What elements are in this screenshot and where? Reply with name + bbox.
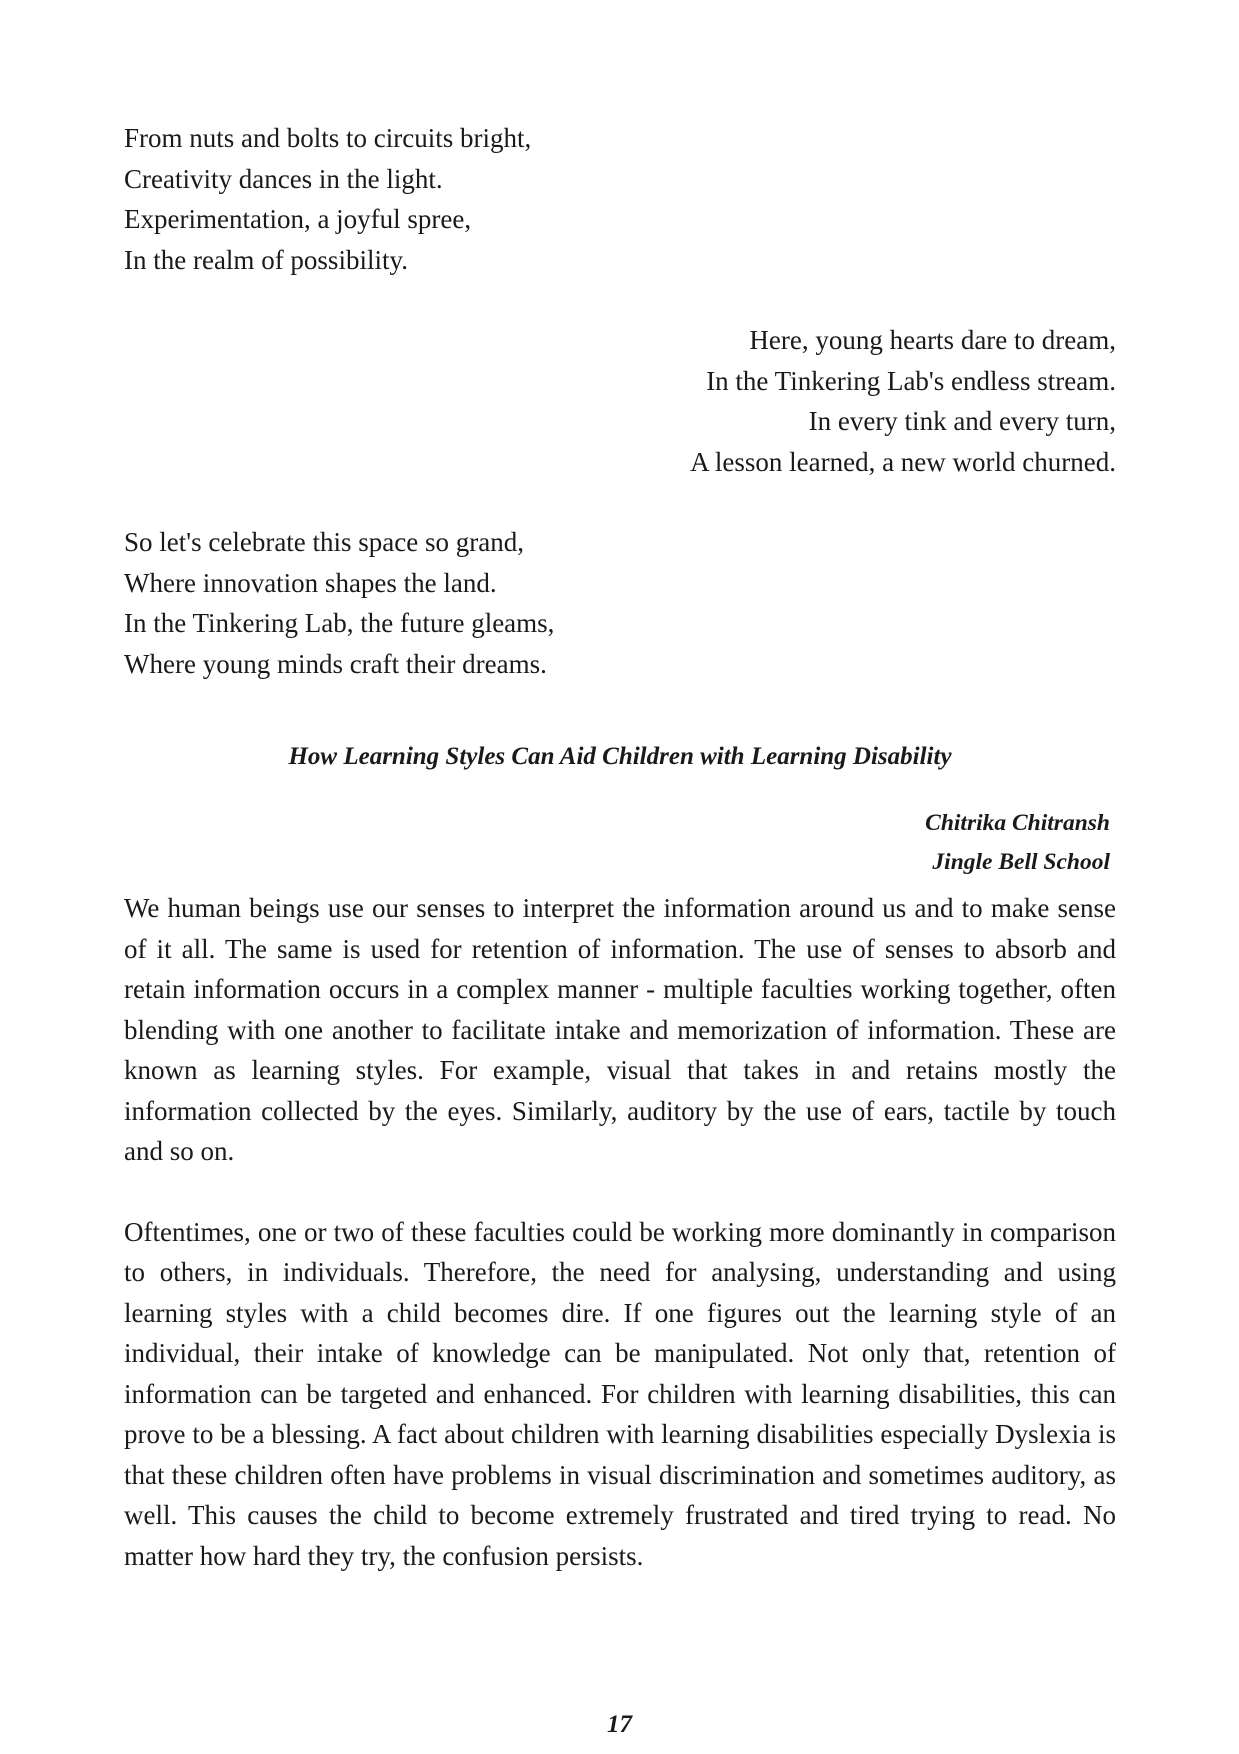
poem-line: Here, young hearts dare to dream,	[749, 325, 1116, 355]
page-number: 17	[607, 1711, 632, 1738]
page-content	[124, 118, 1116, 1576]
poem-line: So let's celebrate this space so grand,	[124, 527, 524, 557]
poem-line: A lesson learned, a new world churned.	[690, 446, 1116, 477]
article-paragraph: Oftentimes, one or two of these faculties could be working more dominantly in comparison to others, in individuals. Therefore, the need for analysing, understanding and using learning styles with a child becomes dire. If one figures out the learning style of an individual, their intake of knowledge can be manipulated. Not only that, retention of information can be targeted and enhanced. For children with learning disabilities, this can prove to be a blessing. A fact about children with learning disabilities especially Dyslexia is that these children often have problems in visual discrimination and sometimes auditory, as well. This causes the child to become extremely frustrated and tired trying to read. No matter how hard they try, the confusion persists.	[124, 1216, 1116, 1571]
poem-stanza-1	[124, 118, 1116, 280]
poem-line: In the Tinkering Lab, the future gleams,	[124, 608, 555, 638]
poem-line: From nuts and bolts to circuits bright,	[124, 123, 532, 153]
poem-line: Where young minds craft their dreams.	[124, 648, 547, 679]
article-title: How Learning Styles Can Aid Children with Learning Disability	[288, 743, 952, 770]
poem-stanza-2	[124, 320, 1116, 482]
poem-line: Creativity dances in the light.	[124, 163, 443, 194]
poem-line: Where innovation shapes the land.	[124, 567, 497, 598]
poem-stanza-3	[124, 522, 1116, 684]
article-paragraph: We human beings use our senses to interpret the information around us and to make sense of it all. The same is used for retention of information. The use of senses to absorb and retain information occurs in a complex manner - multiple faculties working together, often blending with one another to facilitate intake and memorization of information. These are known as learning styles. For example, visual that takes in and retains mostly the information collected by the eyes. Similarly, auditory by the use of ears, tactile by touch and so on.	[124, 893, 1116, 1166]
poem-line: In the realm of possibility.	[124, 244, 408, 275]
poem-line: In the Tinkering Lab's endless stream.	[706, 365, 1116, 396]
byline	[124, 804, 1110, 882]
poem-line: Experimentation, a joyful spree,	[124, 204, 472, 234]
author-name: Chitrika Chitransh	[925, 810, 1110, 836]
school-name: Jingle Bell School	[932, 849, 1110, 875]
poem-line: In every tink and every turn,	[808, 406, 1116, 436]
